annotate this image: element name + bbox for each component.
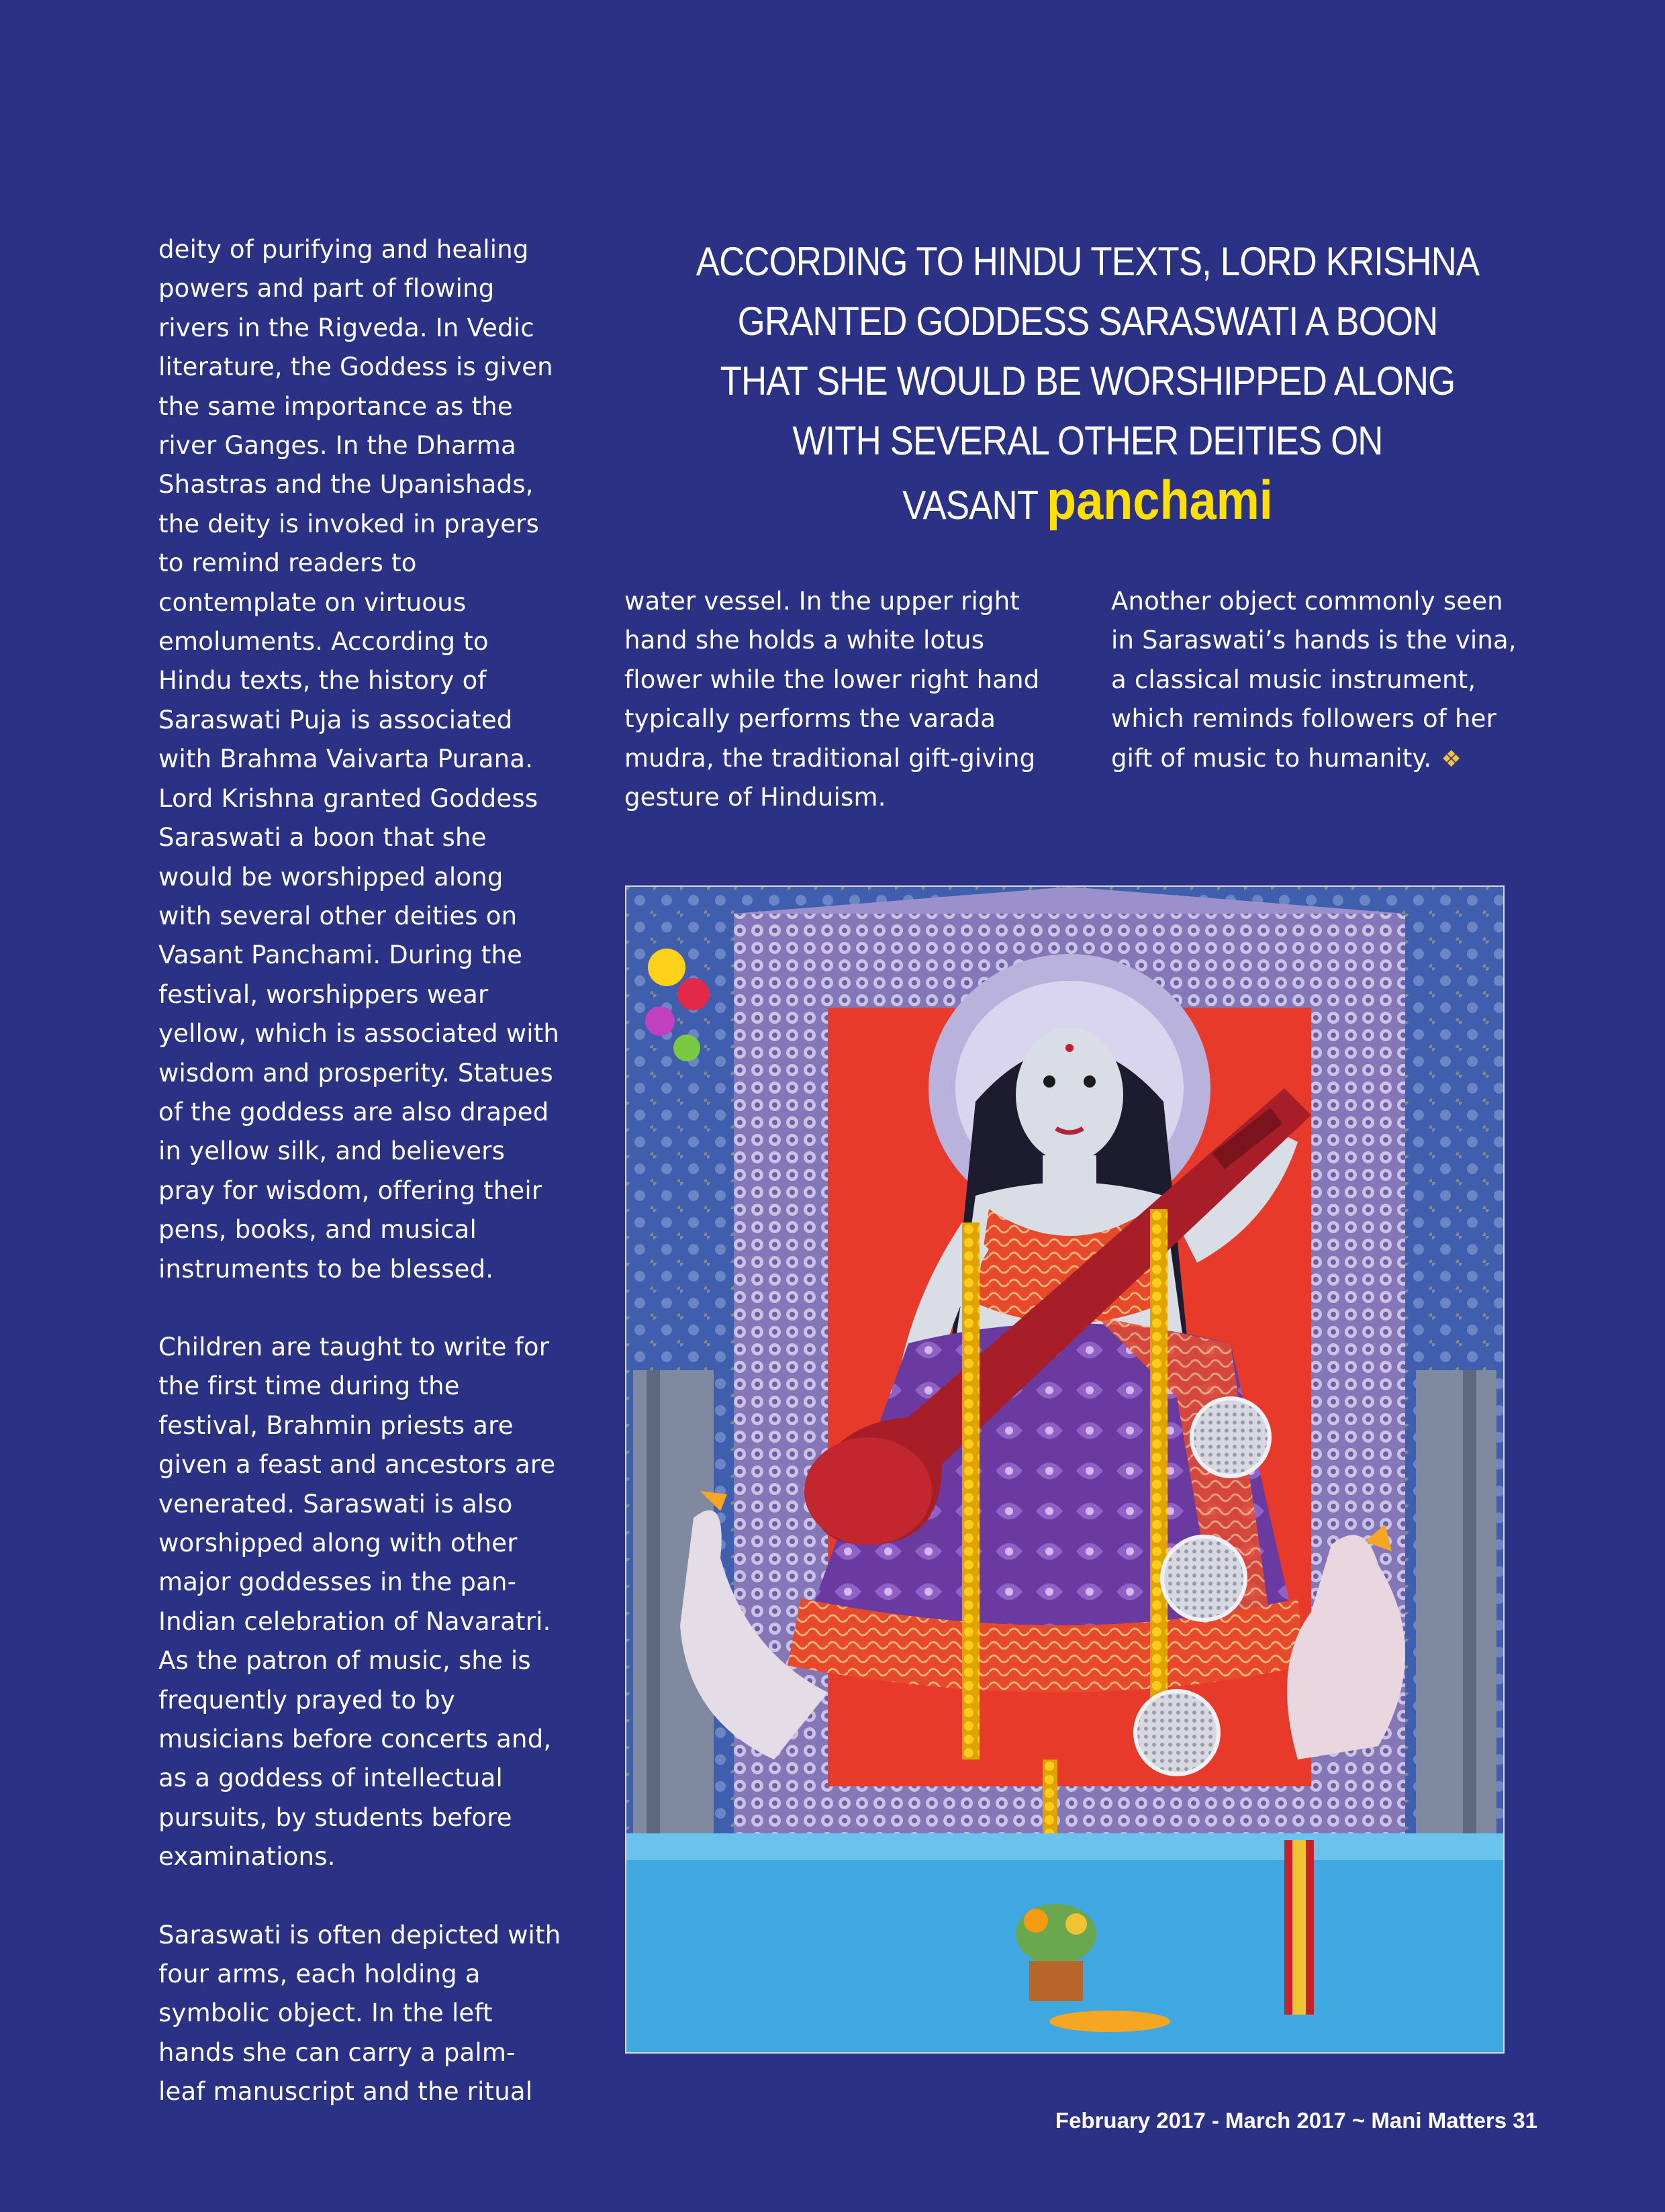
pull-quote-highlight: panchami <box>1047 470 1273 531</box>
pull-quote <box>604 232 1571 535</box>
pull-quote-text: VASANT <box>902 483 1047 528</box>
article-paragraph-text: Another object commonly seen in Saraswati’s hands is the vina, a classical music instrument, which reminds followers of her gift of music to humanity. <box>1111 587 1517 773</box>
pull-quote-line <box>662 471 1513 535</box>
article-column-left <box>158 230 561 2151</box>
pull-quote-line: ACCORDING TO HINDU TEXTS, LORD KRISHNA <box>696 239 1480 284</box>
saraswati-statue-photo <box>625 885 1505 2054</box>
pull-quote-line: THAT SHE WOULD BE WORSHIPPED ALONG <box>720 358 1456 403</box>
article-paragraph: Saraswati is often depicted with four arms, each holding a symbolic object. In the left hands she can carry a palm-leaf manuscript and the ritual <box>158 1920 561 2107</box>
saraswati-statue-illustration <box>626 887 1503 2052</box>
article-paragraph: deity of purifying and healing powers and part of flowing rivers in the Rigveda. In Vedic literature, the Goddess is given the same importance as the river Ganges. In the Dharma Shastras and the Upanishads, the deity is invoked in prayers to remind readers to contemplate on virtuous emoluments. According to Hindu texts, the history of Saraswati Puja is associated with Brahma Vaivarta Purana. Lord Krishna granted Goddess Saraswati a boon that she would be worshipped along with several other deities on Vasant Panchami. During the festival, worshippers wear yellow, which is associated with wisdom and prosperity. Statues of the goddess are also draped in yellow silk, and believers pray for wisdom, offering their pens, books, and musical instruments to be blessed. <box>158 235 560 1284</box>
page-footer: February 2017 - March 2017 ~ Mani Matters 31 <box>1055 2108 1537 2133</box>
end-mark-icon: ❖ <box>1441 745 1462 773</box>
article-paragraph: Children are taught to write for the first time during the festival, Brahmin priests are given a feast and ancestors are venerated. Saraswati is also worshipped along with other major goddesses in the pan-Indian celebration of Navaratri. As the patron of music, she is frequently prayed to by musicians before concerts and, as a goddess of intellectual pursuits, by students before examinations. <box>158 1332 556 1872</box>
pull-quote-line: GRANTED GODDESS SARASWATI A BOON <box>737 299 1438 344</box>
article-paragraph <box>1111 582 1527 779</box>
pull-quote-line: WITH SEVERAL OTHER DEITIES ON <box>792 418 1383 463</box>
article-column-middle <box>624 582 1041 856</box>
article-column-right <box>1111 582 1527 818</box>
article-paragraph: water vessel. In the upper right hand she holds a white lotus flower while the lower right hand typically performs the varada mudra, the traditional gift-giving gesture of Hinduism. <box>624 587 1040 812</box>
